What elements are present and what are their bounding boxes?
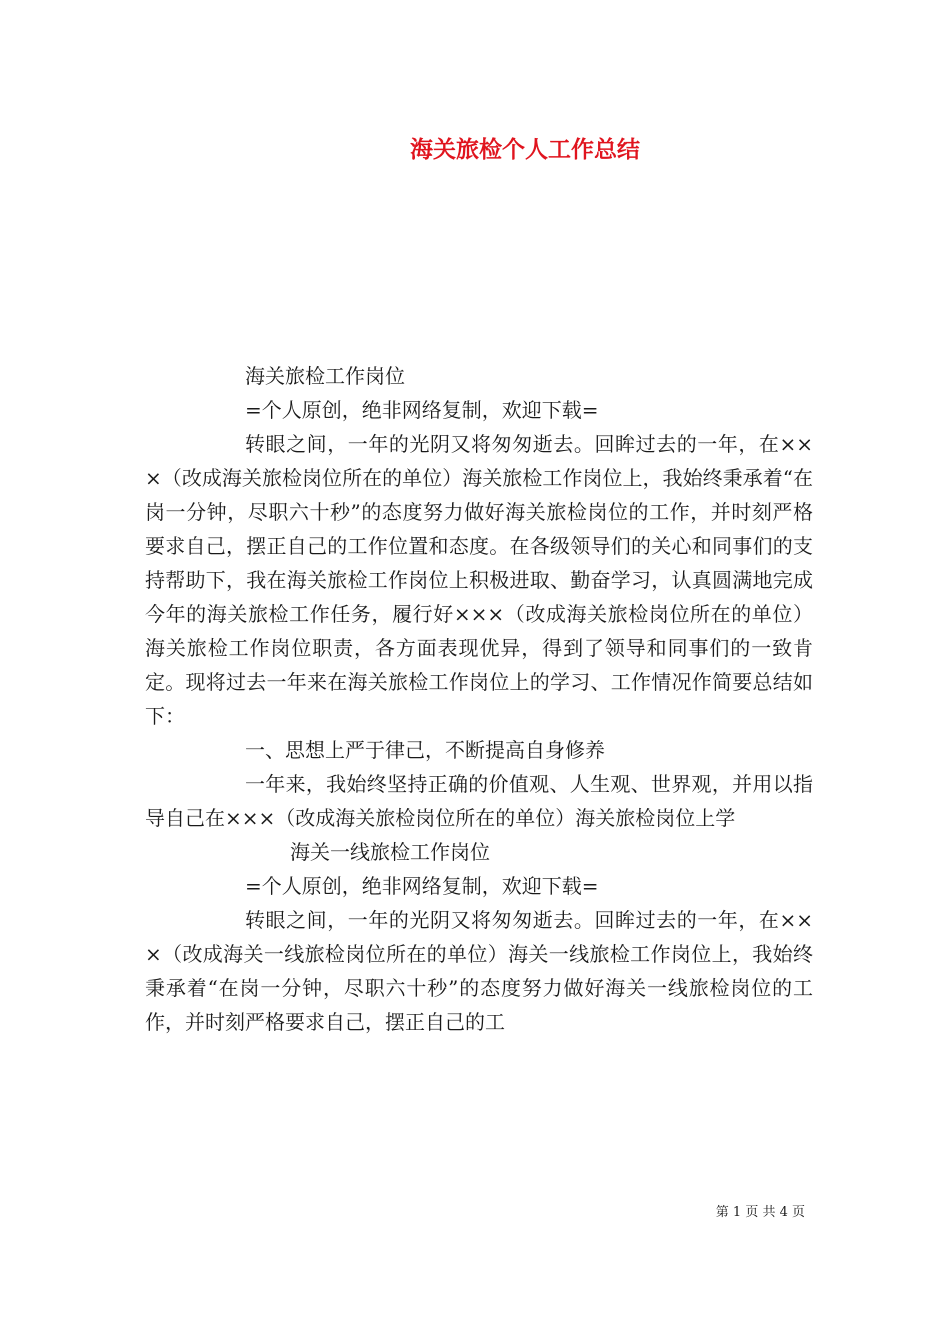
paragraph-section-1: 一、思想上严于律己，不断提高自身修养 xyxy=(245,738,605,762)
paragraph-body-2: 一年来，我始终坚持正确的价值观、人生观、世界观，并用以指导自己在×××（改成海关旅检岗位所在的单位）海关旅检岗位上学 xyxy=(145,772,813,830)
document-body xyxy=(145,359,813,1039)
paragraph-notice-1: =个人原创，绝非网络复制，欢迎下载= xyxy=(245,398,599,422)
paragraph-notice-2: =个人原创，绝非网络复制，欢迎下载= xyxy=(245,874,599,898)
page-number-footer: 第 1 页 共 4 页 xyxy=(715,1205,805,1220)
paragraph-body-3: 转眼之间，一年的光阴又将匆匆逝去。回眸过去的一年，在×××（改成海关一线旅检岗位所在的单位）海关一线旅检工作岗位上，我始终秉承着“在岗一分钟，尽职六十秒”的态度努力做好海关一线旅检岗位的工作，并时刻严格要求自己，摆正自己的工 xyxy=(145,908,813,1034)
paragraph-heading-2: 海关一线旅检工作岗位 xyxy=(290,840,490,864)
page-title: 海关旅检个人工作总结 xyxy=(410,136,640,163)
paragraph-body-1: 转眼之间，一年的光阴又将匆匆逝去。回眸过去的一年，在×××（改成海关旅检岗位所在的单位）海关旅检工作岗位上，我始终秉承着“在岗一分钟，尽职六十秒”的态度努力做好海关旅检岗位的工作，并时刻严格要求自己，摆正自己的工作位置和态度。在各级领导们的关心和同事们的支持帮助下，我在海关旅检工作岗位上积极进取、勤奋学习，认真圆满地完成今年的海关旅检工作任务，履行好×××（改成海关旅检岗位所在的单位）海关旅检工作岗位职责，各方面表现优异，得到了领导和同事们的一致肯定。现将过去一年来在海关旅检工作岗位上的学习、工作情况作简要总结如下： xyxy=(145,432,813,728)
paragraph-heading-1: 海关旅检工作岗位 xyxy=(245,364,405,388)
